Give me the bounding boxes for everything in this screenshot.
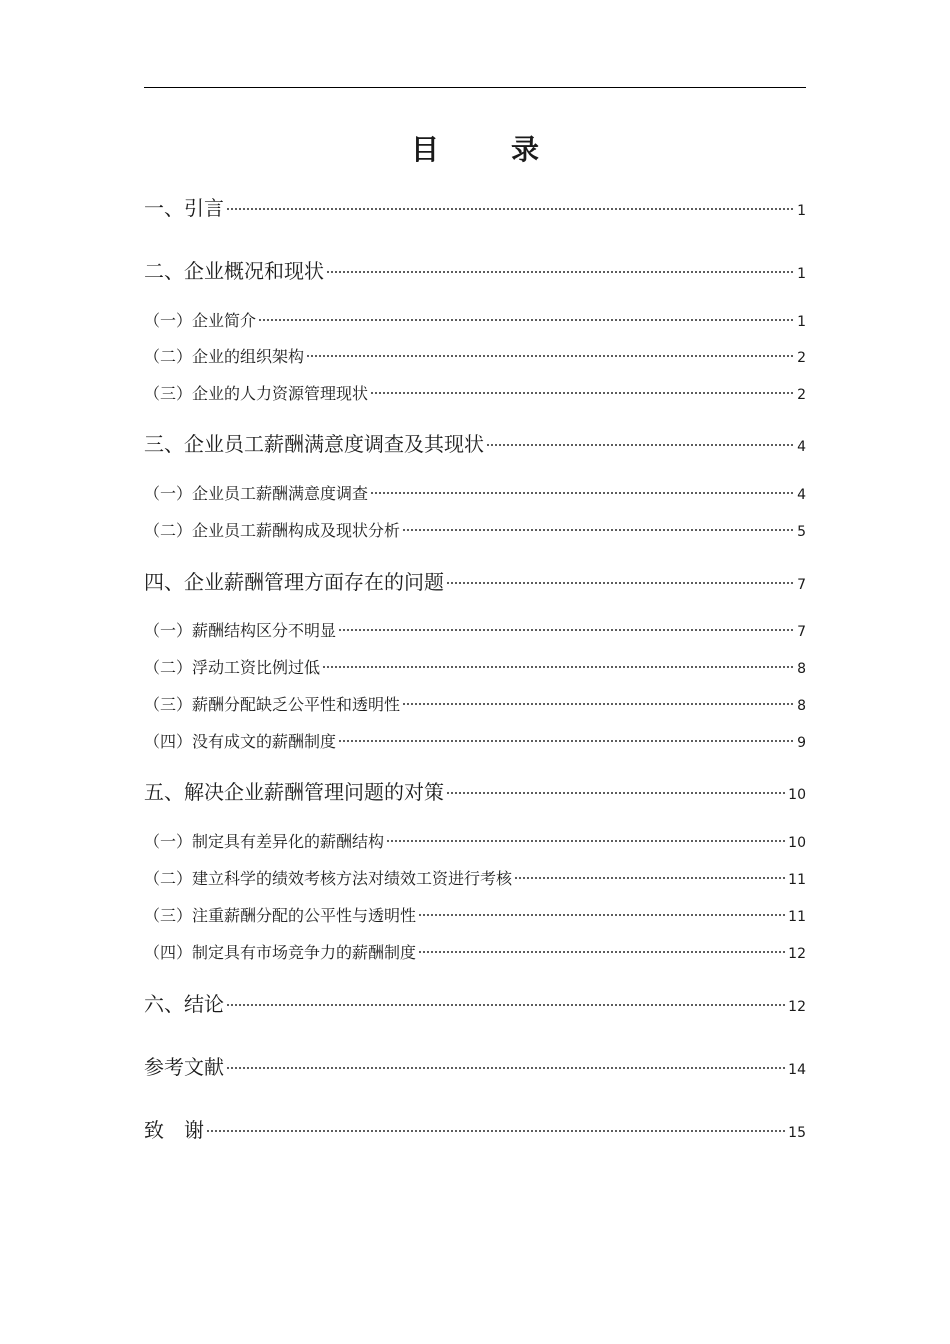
- toc-entry-solutions[interactable]: [144, 776, 806, 805]
- toc-entry-company-overview[interactable]: [144, 255, 806, 284]
- dot-leader: [226, 1066, 786, 1070]
- toc-title: 目 录: [410, 133, 561, 166]
- toc-entry-page: 10: [788, 835, 806, 851]
- toc-entry-problems[interactable]: [144, 566, 806, 595]
- dot-leader: [370, 491, 795, 495]
- dot-leader: [418, 913, 786, 917]
- toc-entry-label: （二）企业的组织架构: [144, 347, 305, 366]
- toc-entry-problem-floating-wage[interactable]: [144, 655, 806, 678]
- dot-leader: [322, 665, 795, 669]
- toc-entry-label: 六、结论: [144, 992, 224, 1016]
- toc-entry-label: 一、引言: [144, 196, 224, 220]
- toc-entry-solution-performance[interactable]: [144, 866, 806, 889]
- dot-leader: [206, 1129, 786, 1133]
- dot-leader: [338, 628, 795, 632]
- toc-entry-label: （一）薪酬结构区分不明显: [144, 621, 337, 640]
- toc-entry-page: 7: [797, 624, 806, 640]
- toc-entry-label: （三）薪酬分配缺乏公平性和透明性: [144, 695, 401, 714]
- dot-leader: [370, 391, 795, 395]
- toc-entry-problem-fairness[interactable]: [144, 692, 806, 715]
- toc-entry-page: 1: [797, 266, 806, 282]
- toc-entry-page: 15: [788, 1125, 806, 1141]
- dot-leader: [446, 581, 795, 585]
- toc-entry-page: 2: [797, 350, 806, 366]
- dot-leader: [338, 739, 795, 743]
- toc-entry-label: （一）企业简介: [144, 311, 257, 330]
- dot-leader: [402, 528, 795, 532]
- dot-leader: [306, 354, 795, 358]
- toc-entry-label: （一）制定具有差异化的薪酬结构: [144, 832, 385, 851]
- toc-entry-page: 10: [788, 787, 806, 803]
- dot-leader: [226, 207, 795, 211]
- toc-entry-page: 7: [797, 577, 806, 593]
- toc-entry-page: 14: [788, 1062, 806, 1078]
- toc-entry-references[interactable]: [144, 1051, 806, 1080]
- dot-leader: [226, 1003, 786, 1007]
- toc-entry-page: 12: [788, 946, 806, 962]
- toc-entry-conclusion[interactable]: [144, 988, 806, 1017]
- toc-entry-solution-structure[interactable]: [144, 829, 806, 852]
- dot-leader: [446, 791, 786, 795]
- toc-entry-satisfaction-survey-sub[interactable]: [144, 481, 806, 504]
- toc-entry-label: 五、解决企业薪酬管理问题的对策: [144, 780, 444, 804]
- toc-entry-problem-no-system[interactable]: [144, 729, 806, 752]
- toc-entry-acknowledgements[interactable]: [144, 1114, 806, 1143]
- toc-entry-page: 12: [788, 999, 806, 1015]
- toc-entry-label: 三、企业员工薪酬满意度调查及其现状: [144, 432, 484, 456]
- toc-entry-label: （四）没有成文的薪酬制度: [144, 732, 337, 751]
- toc-entry-solution-fairness[interactable]: [144, 903, 806, 926]
- dot-leader: [326, 270, 795, 274]
- dot-leader: [258, 318, 795, 322]
- toc-entry-label: （二）建立科学的绩效考核方法对绩效工资进行考核: [144, 869, 513, 888]
- toc-entry-page: 1: [797, 314, 806, 330]
- toc-entry-company-profile[interactable]: [144, 308, 806, 331]
- toc-entry-page: 5: [797, 524, 806, 540]
- toc-entry-label: 致 谢: [144, 1118, 204, 1142]
- toc-entry-page: 11: [788, 909, 806, 925]
- toc-entry-hr-status[interactable]: [144, 381, 806, 404]
- toc-entry-label: 四、企业薪酬管理方面存在的问题: [144, 570, 444, 594]
- toc-entry-label: （四）制定具有市场竞争力的薪酬制度: [144, 943, 417, 962]
- toc-entry-label: （一）企业员工薪酬满意度调查: [144, 484, 369, 503]
- toc-entry-salary-composition[interactable]: [144, 518, 806, 541]
- dot-leader: [386, 839, 786, 843]
- toc-entry-solution-competitive[interactable]: [144, 940, 806, 963]
- toc-entry-label: （二）企业员工薪酬构成及现状分析: [144, 521, 401, 540]
- toc-entry-org-structure[interactable]: [144, 344, 806, 367]
- toc-entry-introduction[interactable]: [144, 192, 806, 221]
- header-rule: [144, 87, 806, 88]
- dot-leader: [486, 443, 795, 447]
- toc-entry-label: （二）浮动工资比例过低: [144, 658, 321, 677]
- dot-leader: [402, 702, 795, 706]
- toc-entry-page: 8: [797, 698, 806, 714]
- dot-leader: [418, 950, 786, 954]
- toc-entry-label: （三）企业的人力资源管理现状: [144, 384, 369, 403]
- toc-entry-label: 二、企业概况和现状: [144, 259, 324, 283]
- toc-entry-page: 8: [797, 661, 806, 677]
- toc-entry-label: 参考文献: [144, 1055, 224, 1079]
- toc-entry-page: 11: [788, 872, 806, 888]
- toc-entry-label: （三）注重薪酬分配的公平性与透明性: [144, 906, 417, 925]
- dot-leader: [514, 876, 786, 880]
- toc-entry-page: 2: [797, 387, 806, 403]
- toc-entry-page: 1: [797, 203, 806, 219]
- toc-entry-page: 9: [797, 735, 806, 751]
- toc-entry-problem-structure[interactable]: [144, 618, 806, 641]
- toc-entry-page: 4: [797, 439, 806, 455]
- toc-entry-satisfaction-survey[interactable]: [144, 428, 806, 457]
- toc-entry-page: 4: [797, 487, 806, 503]
